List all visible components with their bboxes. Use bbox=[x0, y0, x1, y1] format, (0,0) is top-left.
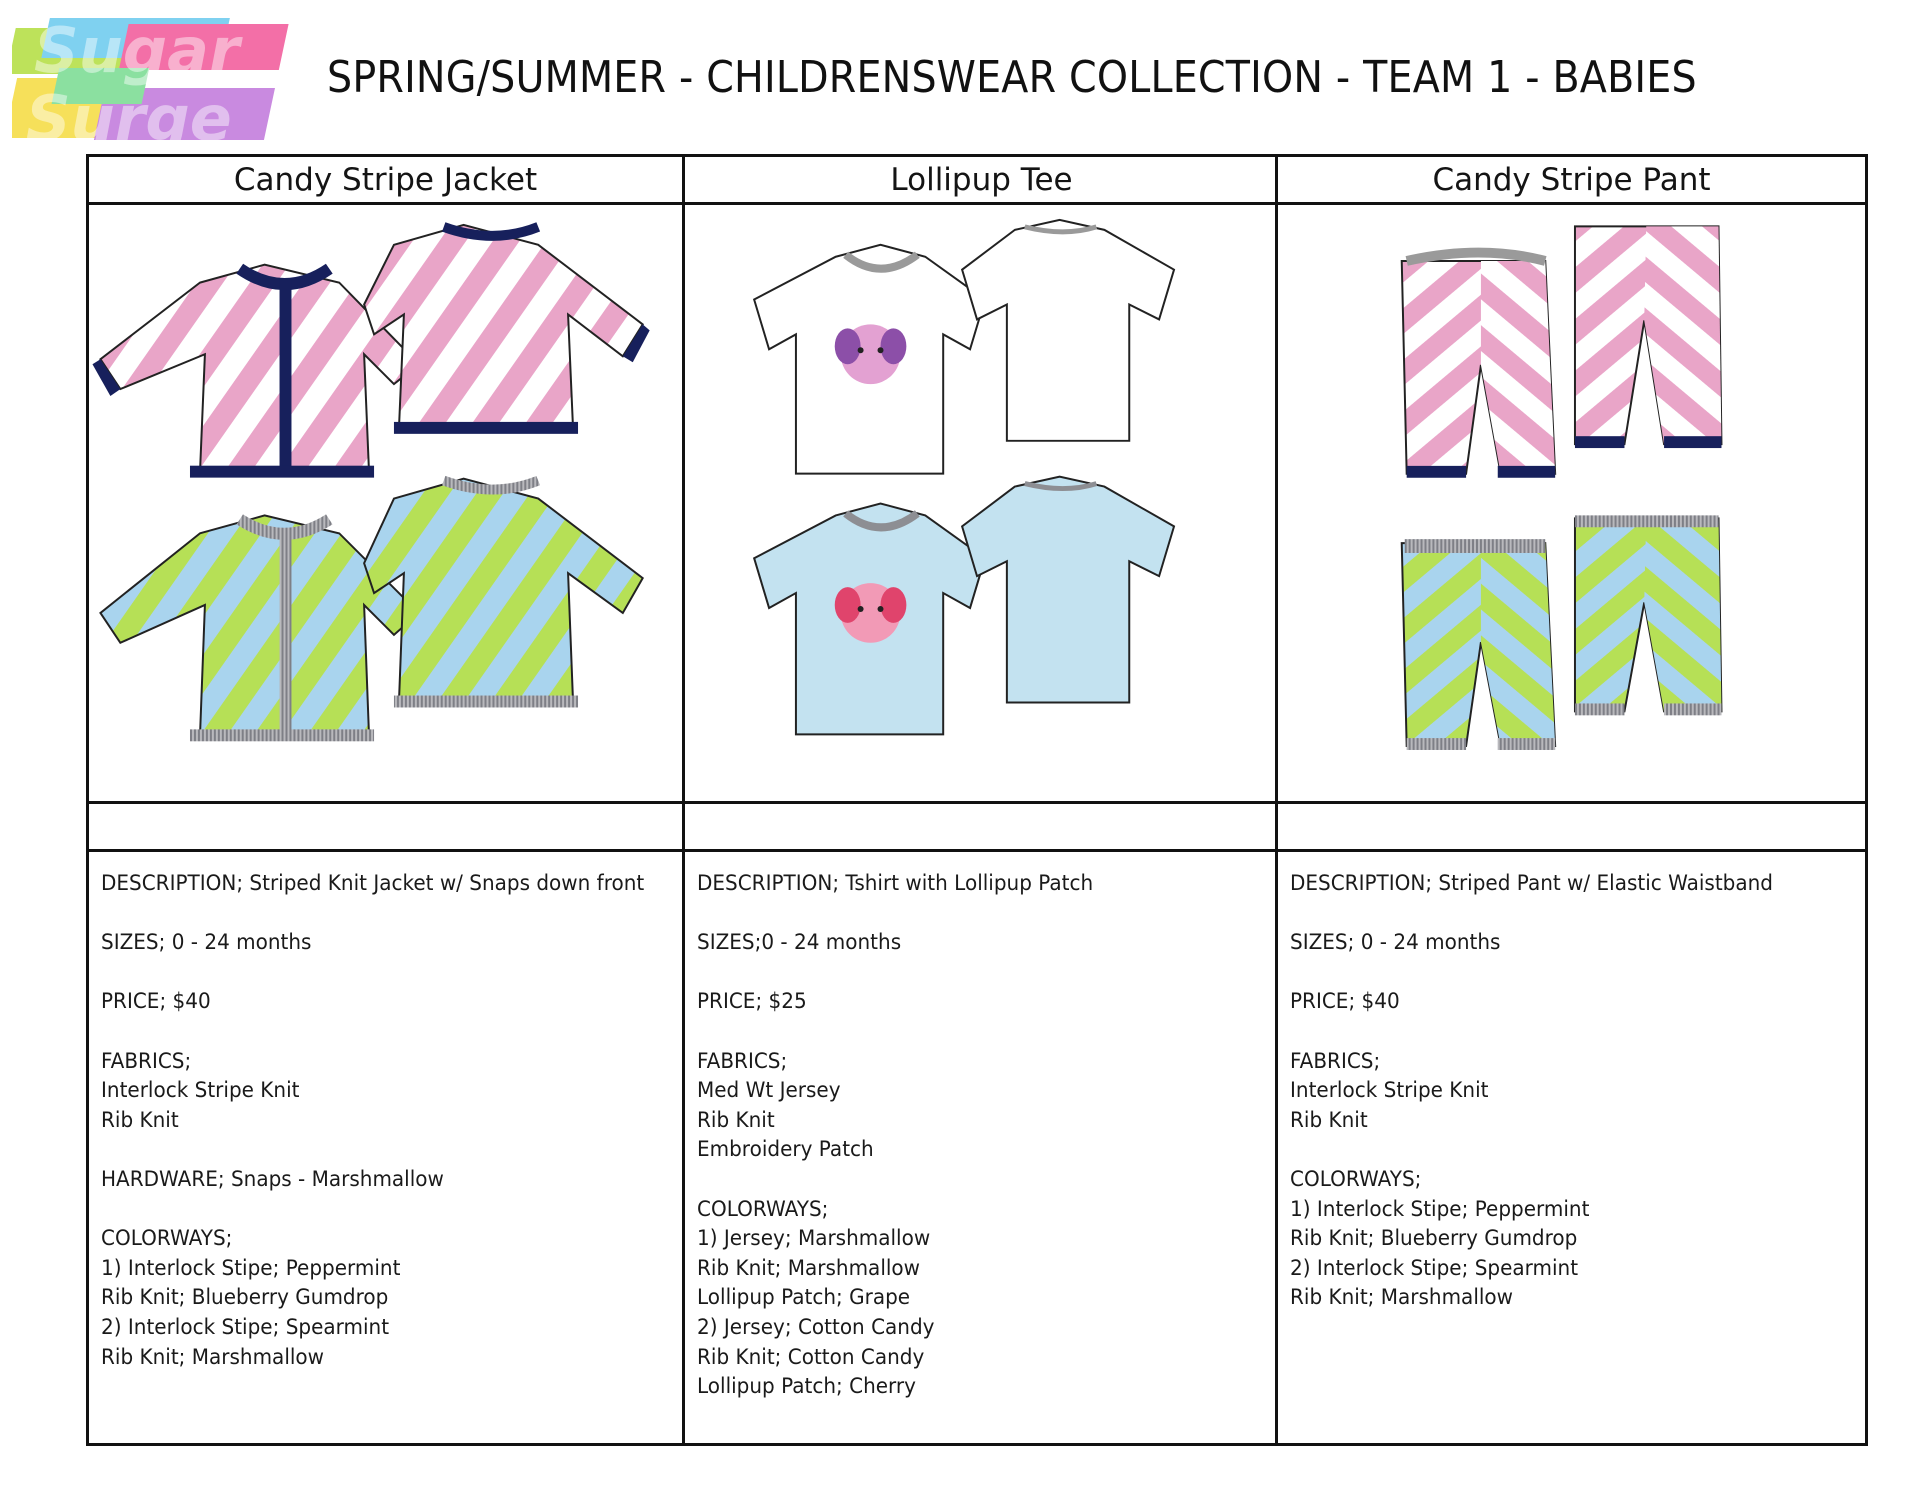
spec-colorway: Lollipup Patch; Cherry bbox=[697, 1374, 916, 1400]
spec-sizes: SIZES; 0 - 24 months bbox=[1290, 930, 1501, 956]
spec-description: DESCRIPTION; Striped Knit Jacket w/ Snaps down front bbox=[101, 871, 645, 896]
logo-word-1: Sugar bbox=[34, 14, 240, 87]
spec-fabric: Interlock Stripe Knit bbox=[101, 1078, 300, 1104]
tshirt-back-icon bbox=[962, 220, 1174, 441]
table-spacer-row bbox=[89, 804, 682, 852]
spec-fabrics-heading: FABRICS; bbox=[101, 1048, 192, 1074]
tshirt-front-icon bbox=[754, 503, 985, 734]
spec-fabric: Embroidery Patch bbox=[697, 1137, 874, 1163]
spec-colorway: 2) Interlock Stipe; Spearmint bbox=[1290, 1255, 1579, 1281]
spec-colorway: Lollipup Patch; Grape bbox=[697, 1285, 911, 1311]
spec-colorway: 2) Jersey; Cotton Candy bbox=[697, 1314, 935, 1340]
product-name: Candy Stripe Jacket bbox=[89, 157, 682, 205]
spec-fabrics-heading: FABRICS; bbox=[697, 1048, 788, 1074]
spec-sizes: SIZES;0 - 24 months bbox=[697, 930, 902, 956]
spec-fabric: Med Wt Jersey bbox=[697, 1078, 841, 1104]
spec-colorways-heading: COLORWAYS; bbox=[101, 1226, 233, 1252]
product-column-pant bbox=[1275, 157, 1865, 1443]
spec-colorway: Rib Knit; Marshmallow bbox=[101, 1344, 325, 1370]
spec-colorways-heading: COLORWAYS; bbox=[1290, 1166, 1422, 1192]
spec-colorway: Rib Knit; Cotton Candy bbox=[697, 1344, 925, 1370]
table-spacer-row bbox=[1278, 804, 1865, 852]
spec-colorways-heading: COLORWAYS; bbox=[697, 1196, 829, 1222]
pant-back-icon bbox=[1575, 515, 1722, 715]
product-spec bbox=[1290, 869, 1817, 1313]
spec-fabrics-heading: FABRICS; bbox=[1290, 1048, 1381, 1074]
spec-colorway: 1) Interlock Stipe; Peppermint bbox=[1290, 1196, 1590, 1222]
spec-colorway: 1) Jersey; Marshmallow bbox=[697, 1226, 931, 1252]
spec-fabric: Rib Knit bbox=[101, 1107, 179, 1133]
spec-price: PRICE; $40 bbox=[1290, 989, 1400, 1015]
spec-colorway: 2) Interlock Stipe; Spearmint bbox=[101, 1314, 390, 1340]
product-name: Lollipup Tee bbox=[685, 157, 1278, 205]
product-name: Candy Stripe Pant bbox=[1278, 157, 1865, 205]
spec-colorway: 1) Interlock Stipe; Peppermint bbox=[101, 1255, 401, 1281]
spec-colorway: Rib Knit; Blueberry Gumdrop bbox=[101, 1285, 389, 1311]
spec-fabric: Interlock Stripe Knit bbox=[1290, 1078, 1489, 1104]
product-column-tee bbox=[682, 157, 1278, 1443]
logo-word-2: Surge bbox=[26, 82, 232, 153]
spec-colorway: Rib Knit; Marshmallow bbox=[697, 1255, 921, 1281]
tshirt-front-icon bbox=[754, 245, 985, 474]
cardigan-back-icon bbox=[364, 225, 650, 434]
spec-description: DESCRIPTION; Tshirt with Lollipup Patch bbox=[697, 871, 1094, 896]
pant-back-icon bbox=[1575, 226, 1722, 448]
product-spec bbox=[697, 869, 1230, 1402]
spec-colorway: Rib Knit; Blueberry Gumdrop bbox=[1290, 1226, 1578, 1252]
spec-price: PRICE; $40 bbox=[101, 989, 211, 1015]
spec-fabric: Rib Knit bbox=[697, 1107, 775, 1133]
product-flat-sketches bbox=[685, 205, 1278, 804]
spec-hardware: HARDWARE; Snaps - Marshmallow bbox=[101, 1166, 444, 1192]
spec-price: PRICE; $25 bbox=[697, 989, 807, 1015]
pant-front-icon bbox=[1402, 253, 1555, 478]
spec-fabric: Rib Knit bbox=[1290, 1107, 1368, 1133]
spec-description: DESCRIPTION; Striped Pant w/ Elastic Waistband bbox=[1290, 871, 1773, 896]
line-sheet-table bbox=[86, 154, 1868, 1446]
page-title: SPRING/SUMMER - CHILDRENSWEAR COLLECTION - TEAM 1 - BABIES bbox=[327, 52, 1697, 103]
tshirt-back-icon bbox=[962, 477, 1174, 703]
product-flat-sketches bbox=[89, 205, 682, 804]
product-flat-sketches bbox=[1278, 205, 1865, 804]
sugar-surge-logo bbox=[12, 8, 302, 153]
spec-sizes: SIZES; 0 - 24 months bbox=[101, 930, 312, 956]
spec-colorway: Rib Knit; Marshmallow bbox=[1290, 1285, 1514, 1311]
product-spec bbox=[101, 869, 645, 1372]
pant-front-icon bbox=[1402, 539, 1555, 750]
cardigan-back-icon bbox=[364, 479, 643, 708]
table-spacer-row bbox=[685, 804, 1278, 852]
product-column-jacket bbox=[89, 157, 682, 1443]
